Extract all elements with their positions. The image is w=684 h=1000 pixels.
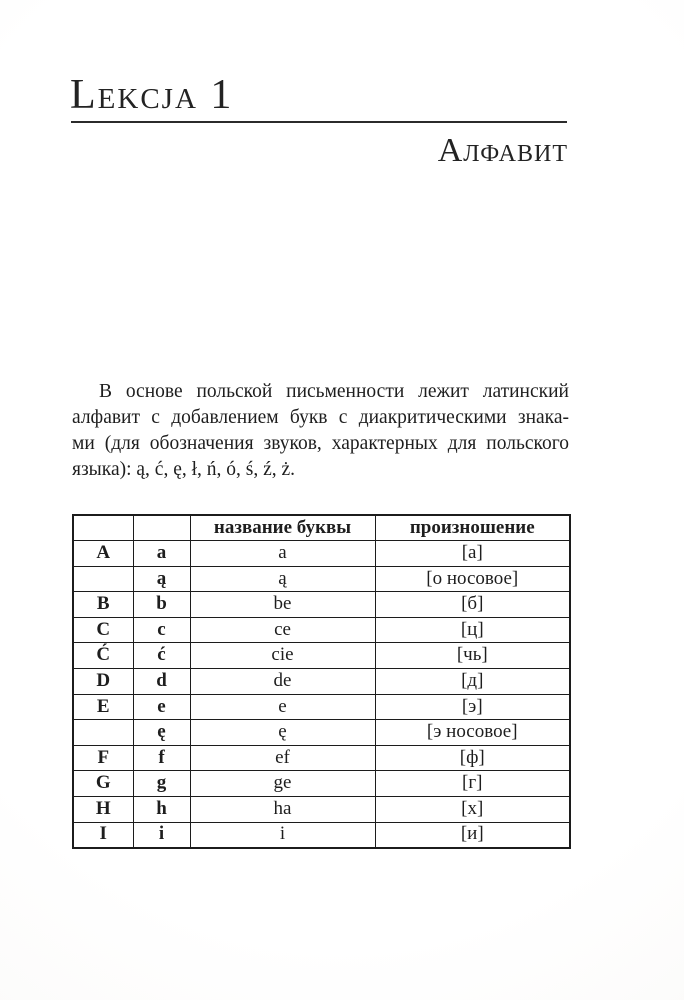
table-header-row [73,515,570,541]
lesson-title: Lekcja 1 [70,72,234,118]
cell-upper-letter [73,566,133,592]
intro-paragraph [72,379,569,483]
cell-letter-name: ha [190,797,375,823]
table-row [73,720,570,746]
cell-lower-letter: ą [133,566,190,592]
section-title: Алфавит [437,132,568,169]
cell-pronunciation: [чь] [375,643,570,669]
cell-letter-name: ą [190,566,375,592]
cell-letter-name: be [190,592,375,618]
header-letter-name: название буквы [190,515,375,541]
cell-letter-name: ef [190,745,375,771]
cell-lower-letter: h [133,797,190,823]
cell-pronunciation: [ц] [375,617,570,643]
cell-pronunciation: [г] [375,771,570,797]
cell-letter-name: ę [190,720,375,746]
cell-lower-letter: d [133,669,190,695]
cell-letter-name: de [190,669,375,695]
cell-lower-letter: b [133,592,190,618]
paragraph-line: В основе польской письменности лежит латинский [99,381,569,402]
table-row [73,797,570,823]
table-row [73,822,570,848]
paragraph-line: алфавит с добавлением букв с диакритическими знака- [72,407,569,428]
cell-letter-name: i [190,822,375,848]
table-row [73,541,570,567]
cell-pronunciation: [о носовое] [375,566,570,592]
cell-letter-name: a [190,541,375,567]
header-pronunciation: произношение [375,515,570,541]
cell-pronunciation: [и] [375,822,570,848]
cell-pronunciation: [х] [375,797,570,823]
cell-upper-letter: F [73,745,133,771]
cell-lower-letter: a [133,541,190,567]
cell-upper-letter: A [73,541,133,567]
cell-upper-letter: Ć [73,643,133,669]
table-row [73,643,570,669]
cell-upper-letter: H [73,797,133,823]
cell-lower-letter: g [133,771,190,797]
cell-letter-name: cie [190,643,375,669]
header-upper-letter [73,515,133,541]
table-row [73,694,570,720]
cell-pronunciation: [э носовое] [375,720,570,746]
table-row [73,771,570,797]
cell-pronunciation: [ф] [375,745,570,771]
cell-letter-name: e [190,694,375,720]
cell-lower-letter: f [133,745,190,771]
cell-pronunciation: [э] [375,694,570,720]
table-body [73,541,570,848]
table-row [73,617,570,643]
cell-upper-letter: G [73,771,133,797]
cell-lower-letter: i [133,822,190,848]
cell-upper-letter: C [73,617,133,643]
paragraph-line: языка): ą, ć, ę, ł, ń, ó, ś, ź, ż. [72,459,296,480]
cell-lower-letter: c [133,617,190,643]
paragraph-line: ми (для обозначения звуков, характерных для польского [72,433,569,454]
cell-upper-letter: E [73,694,133,720]
cell-letter-name: ce [190,617,375,643]
cell-upper-letter: D [73,669,133,695]
cell-letter-name: ge [190,771,375,797]
cell-upper-letter: B [73,592,133,618]
alphabet-table [72,514,571,849]
cell-pronunciation: [б] [375,592,570,618]
cell-lower-letter: e [133,694,190,720]
cell-lower-letter: ę [133,720,190,746]
table-row [73,566,570,592]
cell-lower-letter: ć [133,643,190,669]
title-rule [71,121,567,123]
table-row [73,592,570,618]
table-row [73,669,570,695]
cell-pronunciation: [д] [375,669,570,695]
table-row [73,745,570,771]
cell-upper-letter: I [73,822,133,848]
cell-pronunciation: [а] [375,541,570,567]
cell-upper-letter [73,720,133,746]
header-lower-letter [133,515,190,541]
